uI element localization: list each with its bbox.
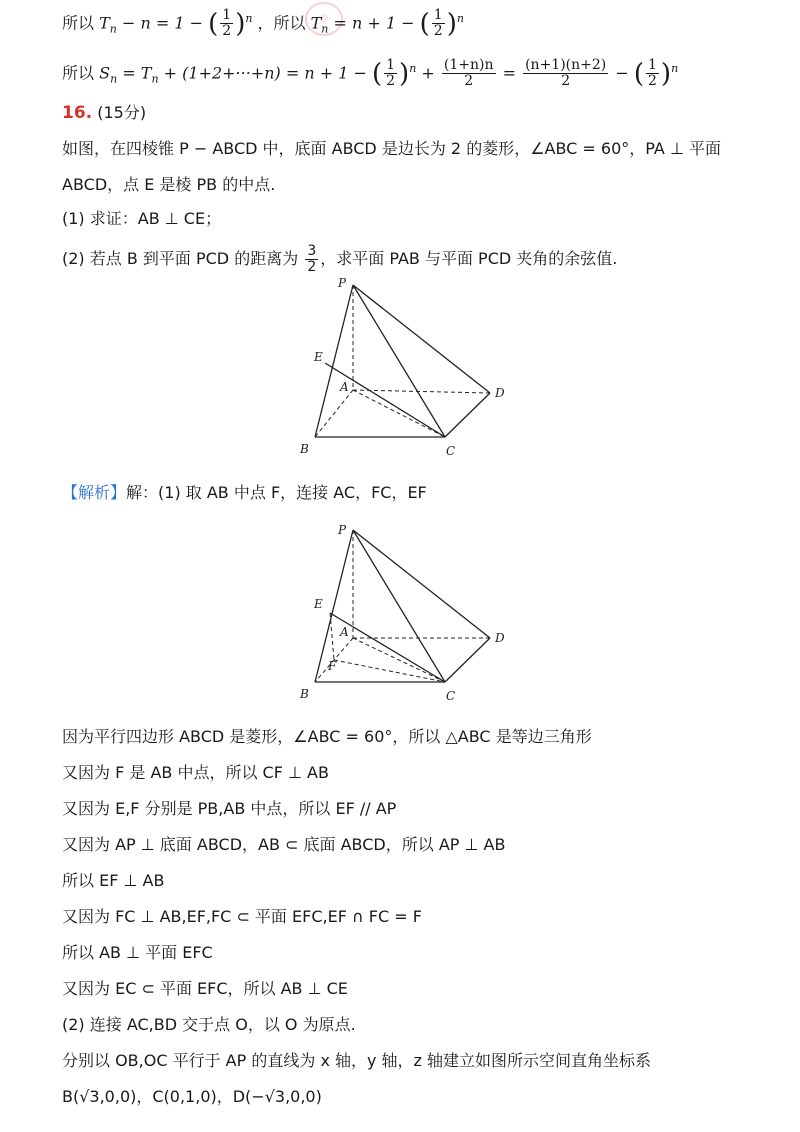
fraction [220,8,233,39]
var: T [99,13,110,33]
solution-line: 因为平行四边形 ABCD 是菱形，∠ABC = 60°，所以 △ABC 是等边三角形 [62,727,592,746]
question-part-1: (1) 求证：AB ⊥ CE； [62,209,222,228]
formula-line-1 [62,8,464,41]
analysis-tag: 【解析】 [62,483,127,502]
numerator: 3 [307,243,317,259]
solution-line: 又因为 AP ⊥ 底面 ABCD，AB ⊂ 底面 ABCD，所以 AP ⊥ AB [62,835,506,854]
subscript: n [110,72,118,86]
subscript: n [321,22,329,36]
text: 所以 [62,13,95,33]
denominator: 2 [464,73,474,90]
paren: ( [208,8,219,39]
question-score: (15分) [97,103,147,122]
var: T [310,13,322,33]
label-P: P [338,523,347,537]
operator: − [615,63,634,83]
analysis-line [62,482,427,504]
formula-line-2 [62,58,678,91]
fraction [384,58,397,89]
exponent: n [409,62,417,75]
label-B: B [300,687,309,701]
segment-EF [330,613,334,660]
label-C: C [446,689,456,703]
watermark-stamp: ◎ [305,2,343,36]
numerator: 1 [648,57,657,74]
numerator: (n+1)(n+2) [525,57,607,74]
text: ，所以 [257,13,311,33]
label-A: A [340,625,349,639]
var: S [99,63,111,83]
fraction [305,244,318,275]
label-D: D [495,631,505,645]
paren: ) [235,8,246,39]
expr: + (1+2+···+n) = n + 1 − [163,63,372,83]
solution-line: 所以 EF ⊥ AB [62,871,165,890]
label-B: B [300,442,309,456]
text: 所以 [62,63,95,83]
paren: ) [446,8,457,39]
label-F: F [328,659,337,673]
exponent: n [245,12,253,25]
solution-line: 又因为 FC ⊥ AB,EF,FC ⊂ 平面 EFC,EF ∩ FC = F [62,907,422,926]
pyramid-figure-2 [290,520,520,710]
numerator: 1 [433,7,443,24]
solution-line: 又因为 E,F 分别是 PB,AB 中点，所以 EF // AP [62,799,397,818]
numerator: 1 [386,57,396,74]
paren: ( [371,58,383,89]
paren: ) [660,58,672,89]
edge-PD [353,285,490,393]
text: ，求平面 PAB 与平面 PCD 夹角的余弦值. [320,249,618,268]
question-header [62,102,146,124]
label-C: C [446,444,456,458]
pyramid-figure-1 [290,275,520,465]
subscript: n [151,72,159,86]
subscript: n [109,22,117,36]
fraction [523,58,608,89]
solution-line: (2) 连接 AC,BD 交于点 O，以 O 为原点. [62,1015,356,1034]
exponent: n [671,62,679,75]
label-E: E [314,350,323,364]
fraction [646,58,659,89]
denominator: 2 [222,23,232,40]
fraction [432,8,445,39]
expr: − n = 1 − [121,13,209,33]
question-text-2: ABCD，点 E 是棱 PB 的中点. [62,175,276,194]
expr: = n + 1 − [333,13,420,33]
solution-line: 又因为 F 是 AB 中点，所以 CF ⊥ AB [62,763,329,782]
denominator: 2 [386,73,396,90]
solution-line: 又因为 EC ⊂ 平面 EFC，所以 AB ⊥ CE [62,979,348,998]
numerator: 1 [222,7,232,24]
operator: = [502,63,522,83]
exponent: n [456,12,464,25]
paren: ) [399,58,410,89]
solution-line: 分别以 OB,OC 平行于 AP 的直线为 x 轴，y 轴，z 轴建立如图所示空间直角坐标系 [62,1051,652,1070]
label-A: A [340,380,349,394]
segment-FC [334,660,445,682]
paren: ( [419,8,430,39]
question-number: 16. [62,103,93,123]
denominator: 2 [307,259,317,275]
fraction [442,58,496,89]
denominator: 2 [561,73,571,90]
numerator: (1+n)n [443,57,494,74]
label-D: D [495,386,505,400]
edge-PC [353,285,445,437]
edge-CD [445,638,490,682]
question-part-2 [62,244,617,275]
label-E: E [314,597,323,611]
segment-EC [330,613,445,682]
solution-line: 所以 AB ⊥ 平面 EFC [62,943,213,962]
question-text-1: 如图，在四棱锥 P − ABCD 中，底面 ABCD 是边长为 2 的菱形，∠ABC = 60°，PA ⊥ 平面 [62,139,721,158]
paren: ( [633,58,644,89]
solution-line: B(√3,0,0)，C(0,1,0)，D(−√3,0,0) [62,1087,322,1106]
analysis-text: 解：(1) 取 AB 中点 F，连接 AC，FC，EF [126,483,427,502]
edge-CD [445,393,490,437]
segment-EC [325,363,445,437]
operator: + [421,63,440,83]
expr: = T [122,63,152,83]
denominator: 2 [433,23,443,40]
edge-PC [353,530,445,682]
label-P: P [338,276,347,290]
denominator: 2 [648,73,657,90]
text: (2) 若点 B 到平面 PCD 的距离为 [62,249,304,268]
edge-PD [353,530,490,638]
